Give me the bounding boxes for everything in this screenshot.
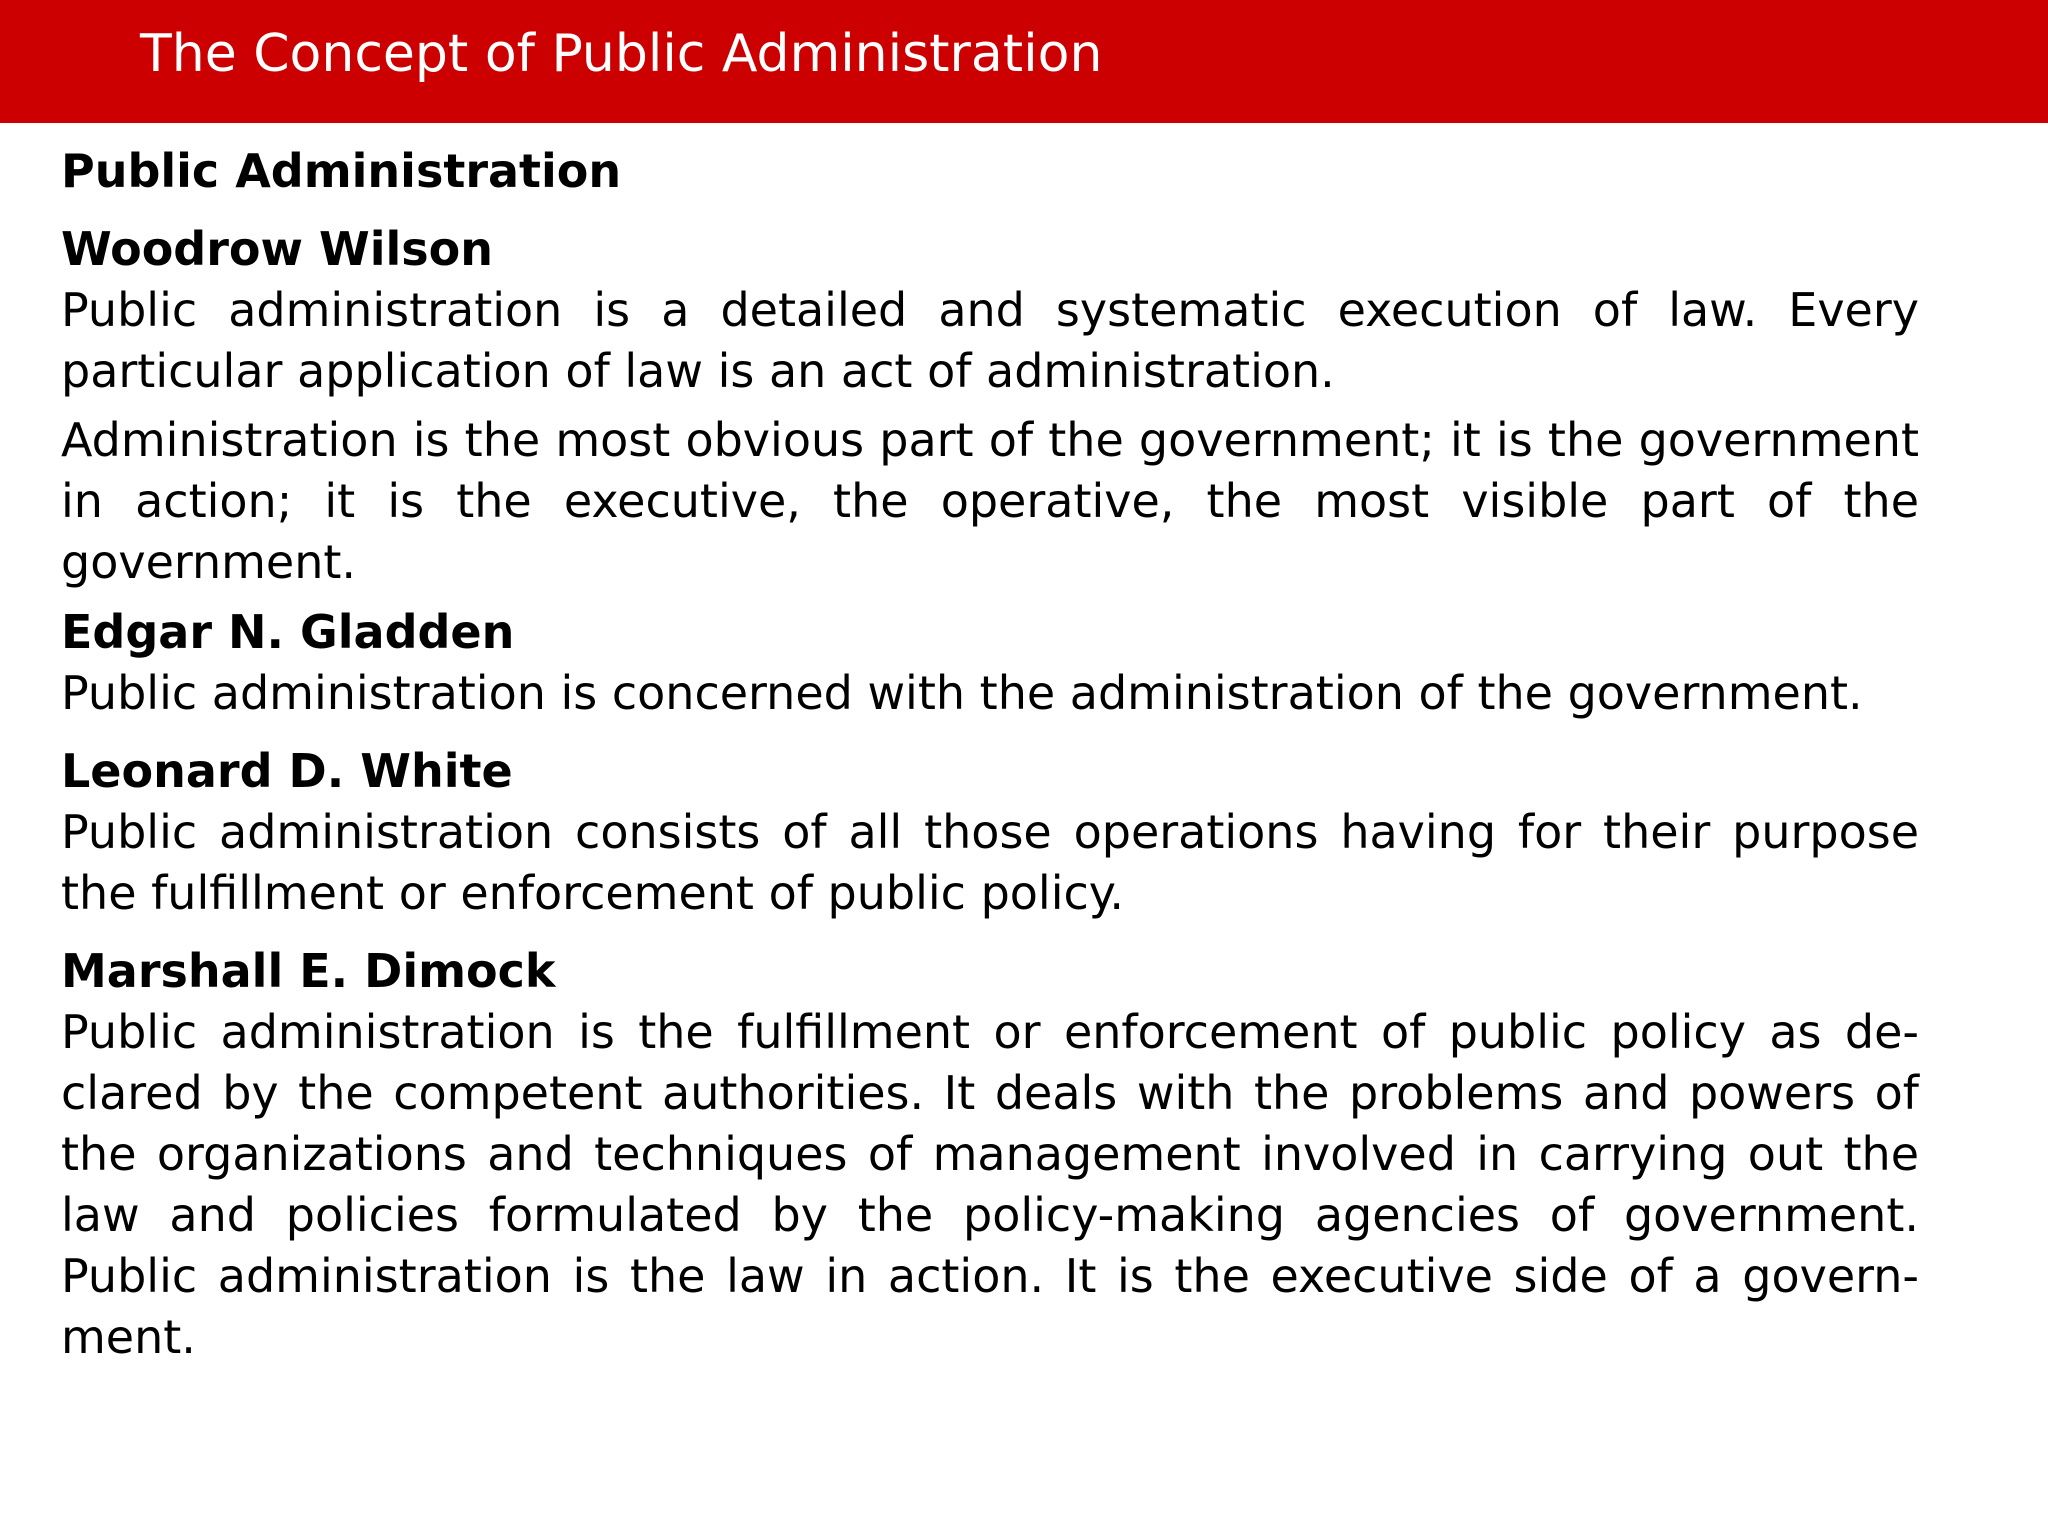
definition-edgar-gladden (61, 601, 1919, 724)
section-heading: Public Administration (61, 144, 622, 198)
definition-text: Public administration is a detailed and systematic execution of law. Every particular application of law is an act of administration. (61, 283, 1919, 398)
definition-marshall-dimock (61, 940, 1919, 1368)
slide-title: The Concept of Public Administration (140, 24, 1103, 84)
slide-content (61, 140, 1919, 1368)
author-name: Edgar N. Gladden (61, 605, 515, 659)
definition-text: Public administration is the fulfillment or enforcement of public policy as de-clared by the competent authorities. It deals with the problems and powers of the organizations and techniques of management involved in carrying out the law and policies formulated by the policy-making agencies of government. Public administration is the law in action. It is the executive side of a govern-ment. (61, 1005, 1919, 1364)
author-name: Marshall E. Dimock (61, 944, 556, 998)
definition-leonard-white (61, 740, 1919, 924)
definition-text: Public administration is concerned with the administration of the government. (61, 666, 1863, 720)
definition-woodrow-wilson (61, 218, 1919, 593)
definition-text: Administration is the most obvious part of the government; it is the government in action; it is the executive, the operative, the most visible part of the government. (61, 413, 1919, 589)
title-bar (0, 0, 2048, 123)
definition-text: Public administration consists of all those operations having for their purpose the fulfillment or enforcement of public policy. (61, 805, 1919, 920)
author-name: Woodrow Wilson (61, 222, 494, 276)
author-name: Leonard D. White (61, 744, 513, 798)
